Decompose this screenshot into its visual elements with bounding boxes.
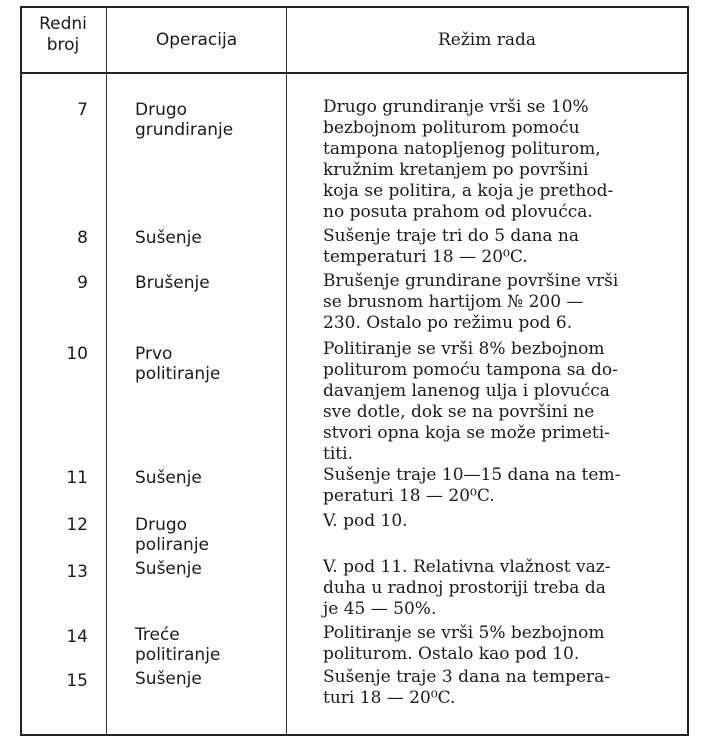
column-divider xyxy=(286,6,287,736)
header-redni-broj: Redni broj xyxy=(39,14,87,55)
bottom-rule xyxy=(20,734,689,736)
row-operation: Sušenje xyxy=(135,228,202,248)
row-mode: Sušenje traje 10—15 dana na tem- peraturi 18 — 20⁰C. xyxy=(323,465,621,506)
header-rezim-rada: Režim rada xyxy=(437,30,537,50)
header-operacija: Operacija xyxy=(155,30,238,50)
row-mode: V. pod 11. Relativna vlažnost vaz- duha u radnoj prostoriji treba da je 45 — 50%. xyxy=(323,557,611,619)
row-mode: Politiranje se vrši 5% bezbojnom politurom. Ostalo kao pod 10. xyxy=(323,623,605,664)
row-operation: Sušenje xyxy=(135,669,202,689)
row-operation: Sušenje xyxy=(135,468,202,488)
row-number: 13 xyxy=(66,562,88,582)
row-mode: Sušenje traje 3 dana na tempera- turi 18 — 20⁰C. xyxy=(323,667,611,708)
row-number: 14 xyxy=(66,627,88,647)
row-operation: Drugo grundiranje xyxy=(135,100,234,140)
row-operation: Prvo politiranje xyxy=(135,344,221,384)
row-operation: Sušenje xyxy=(135,559,202,579)
row-number: 7 xyxy=(77,100,88,120)
row-mode: V. pod 10. xyxy=(323,511,408,531)
header-rule xyxy=(20,72,689,74)
row-number: 10 xyxy=(66,344,88,364)
row-mode: Drugo grundiranje vrši se 10% bezbojnom politurom pomoću tampona natopljenog politurom, kružnim kretanjem po površini koja se politira, a koja je prethod- no posuta prahom od plovućca. xyxy=(323,97,614,222)
row-number: 15 xyxy=(66,671,88,691)
row-number: 12 xyxy=(66,515,88,535)
column-divider xyxy=(106,6,107,736)
row-number: 9 xyxy=(77,273,88,293)
row-number: 11 xyxy=(66,468,88,488)
row-mode: Politiranje se vrši 8% bezbojnom politurom pomoću tampona sa do- davanjem lanenog ulja i plovućca sve dotle, dok se na površini ne stvori opna koja se može primeti- titi. xyxy=(323,339,618,464)
row-operation: Drugo poliranje xyxy=(135,515,210,555)
row-mode: Sušenje traje tri do 5 dana na temperaturi 18 — 20⁰C. xyxy=(323,226,580,267)
row-mode: Brušenje grundirane površine vrši se brusnom hartijom № 200 — 230. Ostalo po režimu pod 6. xyxy=(323,271,619,333)
row-number: 8 xyxy=(77,228,88,248)
row-operation: Treće politiranje xyxy=(135,625,221,665)
row-operation: Brušenje xyxy=(135,273,210,293)
